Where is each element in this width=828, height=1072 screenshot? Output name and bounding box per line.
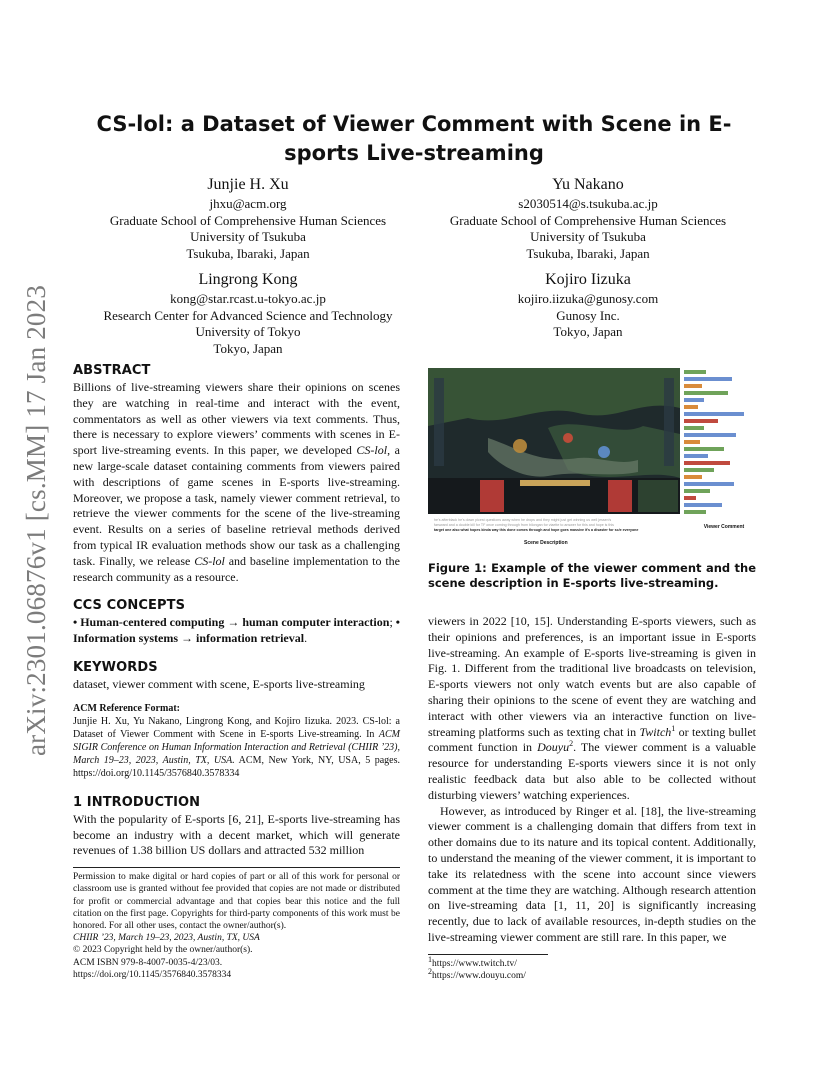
ccs-text: • Human-centered computing → human computer interaction; • Information systems → information retrieval. <box>73 615 400 646</box>
comment-bar <box>684 440 700 444</box>
abstract-heading: ABSTRACT <box>73 363 151 378</box>
comment-bar <box>684 503 722 507</box>
player-cam <box>480 480 504 512</box>
comment-bar <box>684 412 744 416</box>
arxiv-sidebar <box>22 282 52 758</box>
doi-line: https://doi.org/10.1145/3576840.3578334 <box>73 969 232 980</box>
figure-caption: Figure 1: Example of the viewer comment and the scene description in E-sports live-streaming. <box>428 561 756 590</box>
author-affiliation: Graduate School of Comprehensive Human Sciences <box>109 212 387 228</box>
comment-bar <box>684 496 696 500</box>
acm-ref-heading: ACM Reference Format: <box>73 702 180 714</box>
keywords-text: dataset, viewer comment with scene, E-sports live-streaming <box>73 676 365 691</box>
author-location: Tsukuba, Ibaraki, Japan <box>526 245 650 261</box>
comment-bar <box>684 405 698 409</box>
author-block-1 <box>80 175 416 262</box>
author-name: Lingrong Kong <box>198 271 298 288</box>
comment-bar <box>684 370 706 374</box>
champion-icon <box>598 446 610 458</box>
comment-bar <box>684 510 706 514</box>
paper-title: CS-lol: a Dataset of Viewer Comment with Scene in E-sports Live-streaming <box>96 112 732 165</box>
scene-text-line: he’s afterblack he’s down picest questions away when he drops and they might just get winning us well jessen’s <box>434 518 612 522</box>
author-affiliation: University of Tsukuba <box>190 229 306 244</box>
author-affiliation: University of Tokyo <box>195 324 301 339</box>
isbn-line: ACM ISBN 979-8-4007-0035-4/23/03. <box>73 957 223 968</box>
left-column <box>73 362 400 981</box>
figure-1 <box>428 368 756 548</box>
comment-bar <box>684 391 728 395</box>
author-location: Tokyo, Japan <box>213 340 283 356</box>
comment-bar <box>684 426 704 430</box>
author-location: Tokyo, Japan <box>553 324 623 339</box>
author-email: jhxu@acm.org <box>209 196 287 211</box>
footnote: $^1$https://www.twitch.tv/ <box>428 954 517 969</box>
comment-bar <box>684 475 702 479</box>
viewer-comment-bars <box>684 370 744 514</box>
footnote-divider <box>428 954 548 955</box>
figure-image <box>428 368 756 548</box>
comment-bar <box>684 482 734 486</box>
minimap <box>638 480 678 512</box>
comment-bar <box>684 468 714 472</box>
introduction-text: viewers in 2022 [10, 15]. Understanding E-sports viewers, such as their opinions and preferences, is an important issue in E-sports live-streaming. An example of E-sports live-streaming is given in Fig. 1. Different from the traditional live broadcasts on television, E-sports viewers not only watch events but are also capable of sharing their opinions to the scene of event they are watching and interact with other viewers via an interactive function on live-streaming platforms such as texting chat in Twitch$^1$ or texting bullet comment function in Douyu$^2$. The viewer comment is a valuable resource for understanding E-sports viewers since it is not only realistic feedback data but also able to be collected without disturbing viewers’ watching experiences. <box>428 614 757 802</box>
venue-line: CHIIR ’23, March 19–23, 2023, Austin, TX, USA <box>73 933 260 944</box>
author-block-2 <box>420 175 756 262</box>
viewer-comment-label: Viewer Comment <box>703 524 745 530</box>
author-affiliation: University of Tsukuba <box>530 229 646 244</box>
abstract-text: Billions of live-streaming viewers share their opinions on scenes they are watching in real-time and interact with the event, commentators as well as other viewers via text comments. Thus, there is necessary to explore viewers’ comments with scenes in E-sport live-streaming events. In this paper, we developed CS-lol, a new large-scale dataset containing comments from viewers paired with descriptions of game scenes in E-sports live-streaming. Moreover, we propose a task, namely viewer comment retrieval, to retrieve the viewer comments for the scene of the live-streaming event. Results on a series of baseline retrieval methods derived from typical IR evaluation methods show our task as a challenging task. Finally, we release CS-lol and baseline implementation to the research community as a resource. <box>73 380 401 584</box>
footnote: $^2$https://www.douyu.com/ <box>428 966 526 981</box>
scene-text-line: farsward and a double kill for TF once coming through from bilongan for viaette to answer for this and hope is this <box>434 523 614 527</box>
author-email: kong@star.rcast.u-tokyo.ac.jp <box>170 291 326 306</box>
comment-bar <box>684 398 704 402</box>
comment-bar <box>684 419 718 423</box>
permission-notice: Permission to make digital or hard copies of part or all of this work for personal or classroom use is granted without fee provided that copies are not made or distributed for profit or commercial advantage and that copies bear this notice and the full citation on the first page. Copyrights for third-party components of this work must be honored. For all other uses, contact the owner/author(s). <box>73 872 400 931</box>
scene-text-line: target one also what hopes kinda way this done comes through and hope goes massive it’s a disaster for sc/e everyone <box>434 528 639 532</box>
keywords-heading: KEYWORDS <box>73 659 158 675</box>
introduction-text: However, as introduced by Ringer et al. [18], the live-streaming viewer comment is a challenging domain that differs from text in other domains due to its nature and its topical content. Additionally, to understand the meaning of the viewer comment, it is important to take its relatedness with the scene into account since viewers comment at the time they are watching. Although research attention on live-streaming data [1, 11, 20] is significantly increasing recently, due to lack of available resources, in-depth studies on the live-streaming viewer comment are still rare. In this paper, we <box>428 803 756 944</box>
introduction-heading: 1 INTRODUCTION <box>73 794 201 810</box>
author-email: kojiro.iizuka@gunosy.com <box>517 291 659 306</box>
arxiv-identifier: arXiv:2301.06876v1 [cs.MM] 17 Jan 2023 <box>21 284 52 756</box>
champion-icon <box>513 439 527 453</box>
acm-ref-text: Junjie H. Xu, Yu Nakano, Lingrong Kong, and Kojiro Iizuka. 2023. CS-lol: a Dataset of Viewer Comment with Scene in E-sports Live-streaming. In ACM SIGIR Conference on Human Information Interaction and Retrieval (CHIIR ’23), March 19–23, 2023, Austin, TX, USA. ACM, New York, NY, USA, 5 pages. https://doi.org/10.1145/3576840.3578334 <box>73 715 400 779</box>
author-block-4 <box>420 270 756 341</box>
author-name: Kojiro Iizuka <box>545 271 631 288</box>
author-location: Tsukuba, Ibaraki, Japan <box>186 245 310 261</box>
author-email: s2030514@s.tsukuba.ac.jp <box>518 196 658 211</box>
author-affiliation: Research Center for Advanced Science and Technology <box>103 307 393 323</box>
comment-bar <box>684 377 732 381</box>
author-block-3 <box>80 270 416 357</box>
comment-bar <box>684 447 724 451</box>
comment-bar <box>684 433 736 437</box>
introduction-text: With the popularity of E-sports [6, 21], E-sports live-streaming has become an industry with a decent market, which will generate revenues of 1.38 billion US dollars and attracted 532 million <box>73 811 400 858</box>
ccs-heading: CCS CONCEPTS <box>73 598 186 614</box>
team-panel <box>434 378 444 466</box>
author-affiliation: Gunosy Inc. <box>556 307 620 323</box>
player-cam <box>608 480 632 512</box>
champion-icon <box>563 433 573 443</box>
copyright-line: © 2023 Copyright held by the owner/author(s). <box>73 945 253 956</box>
comment-bar <box>684 454 708 458</box>
scoreboard <box>520 480 590 486</box>
comment-bar <box>684 384 702 388</box>
author-name: Yu Nakano <box>552 176 624 193</box>
team-panel <box>664 378 674 466</box>
scene-description-label: Scene Description <box>524 540 568 546</box>
comment-bar <box>684 461 730 465</box>
author-affiliation: Graduate School of Comprehensive Human Sciences <box>449 212 727 228</box>
divider <box>73 867 400 868</box>
right-column <box>428 614 756 982</box>
author-name: Junjie H. Xu <box>207 176 289 193</box>
comment-bar <box>684 489 710 493</box>
